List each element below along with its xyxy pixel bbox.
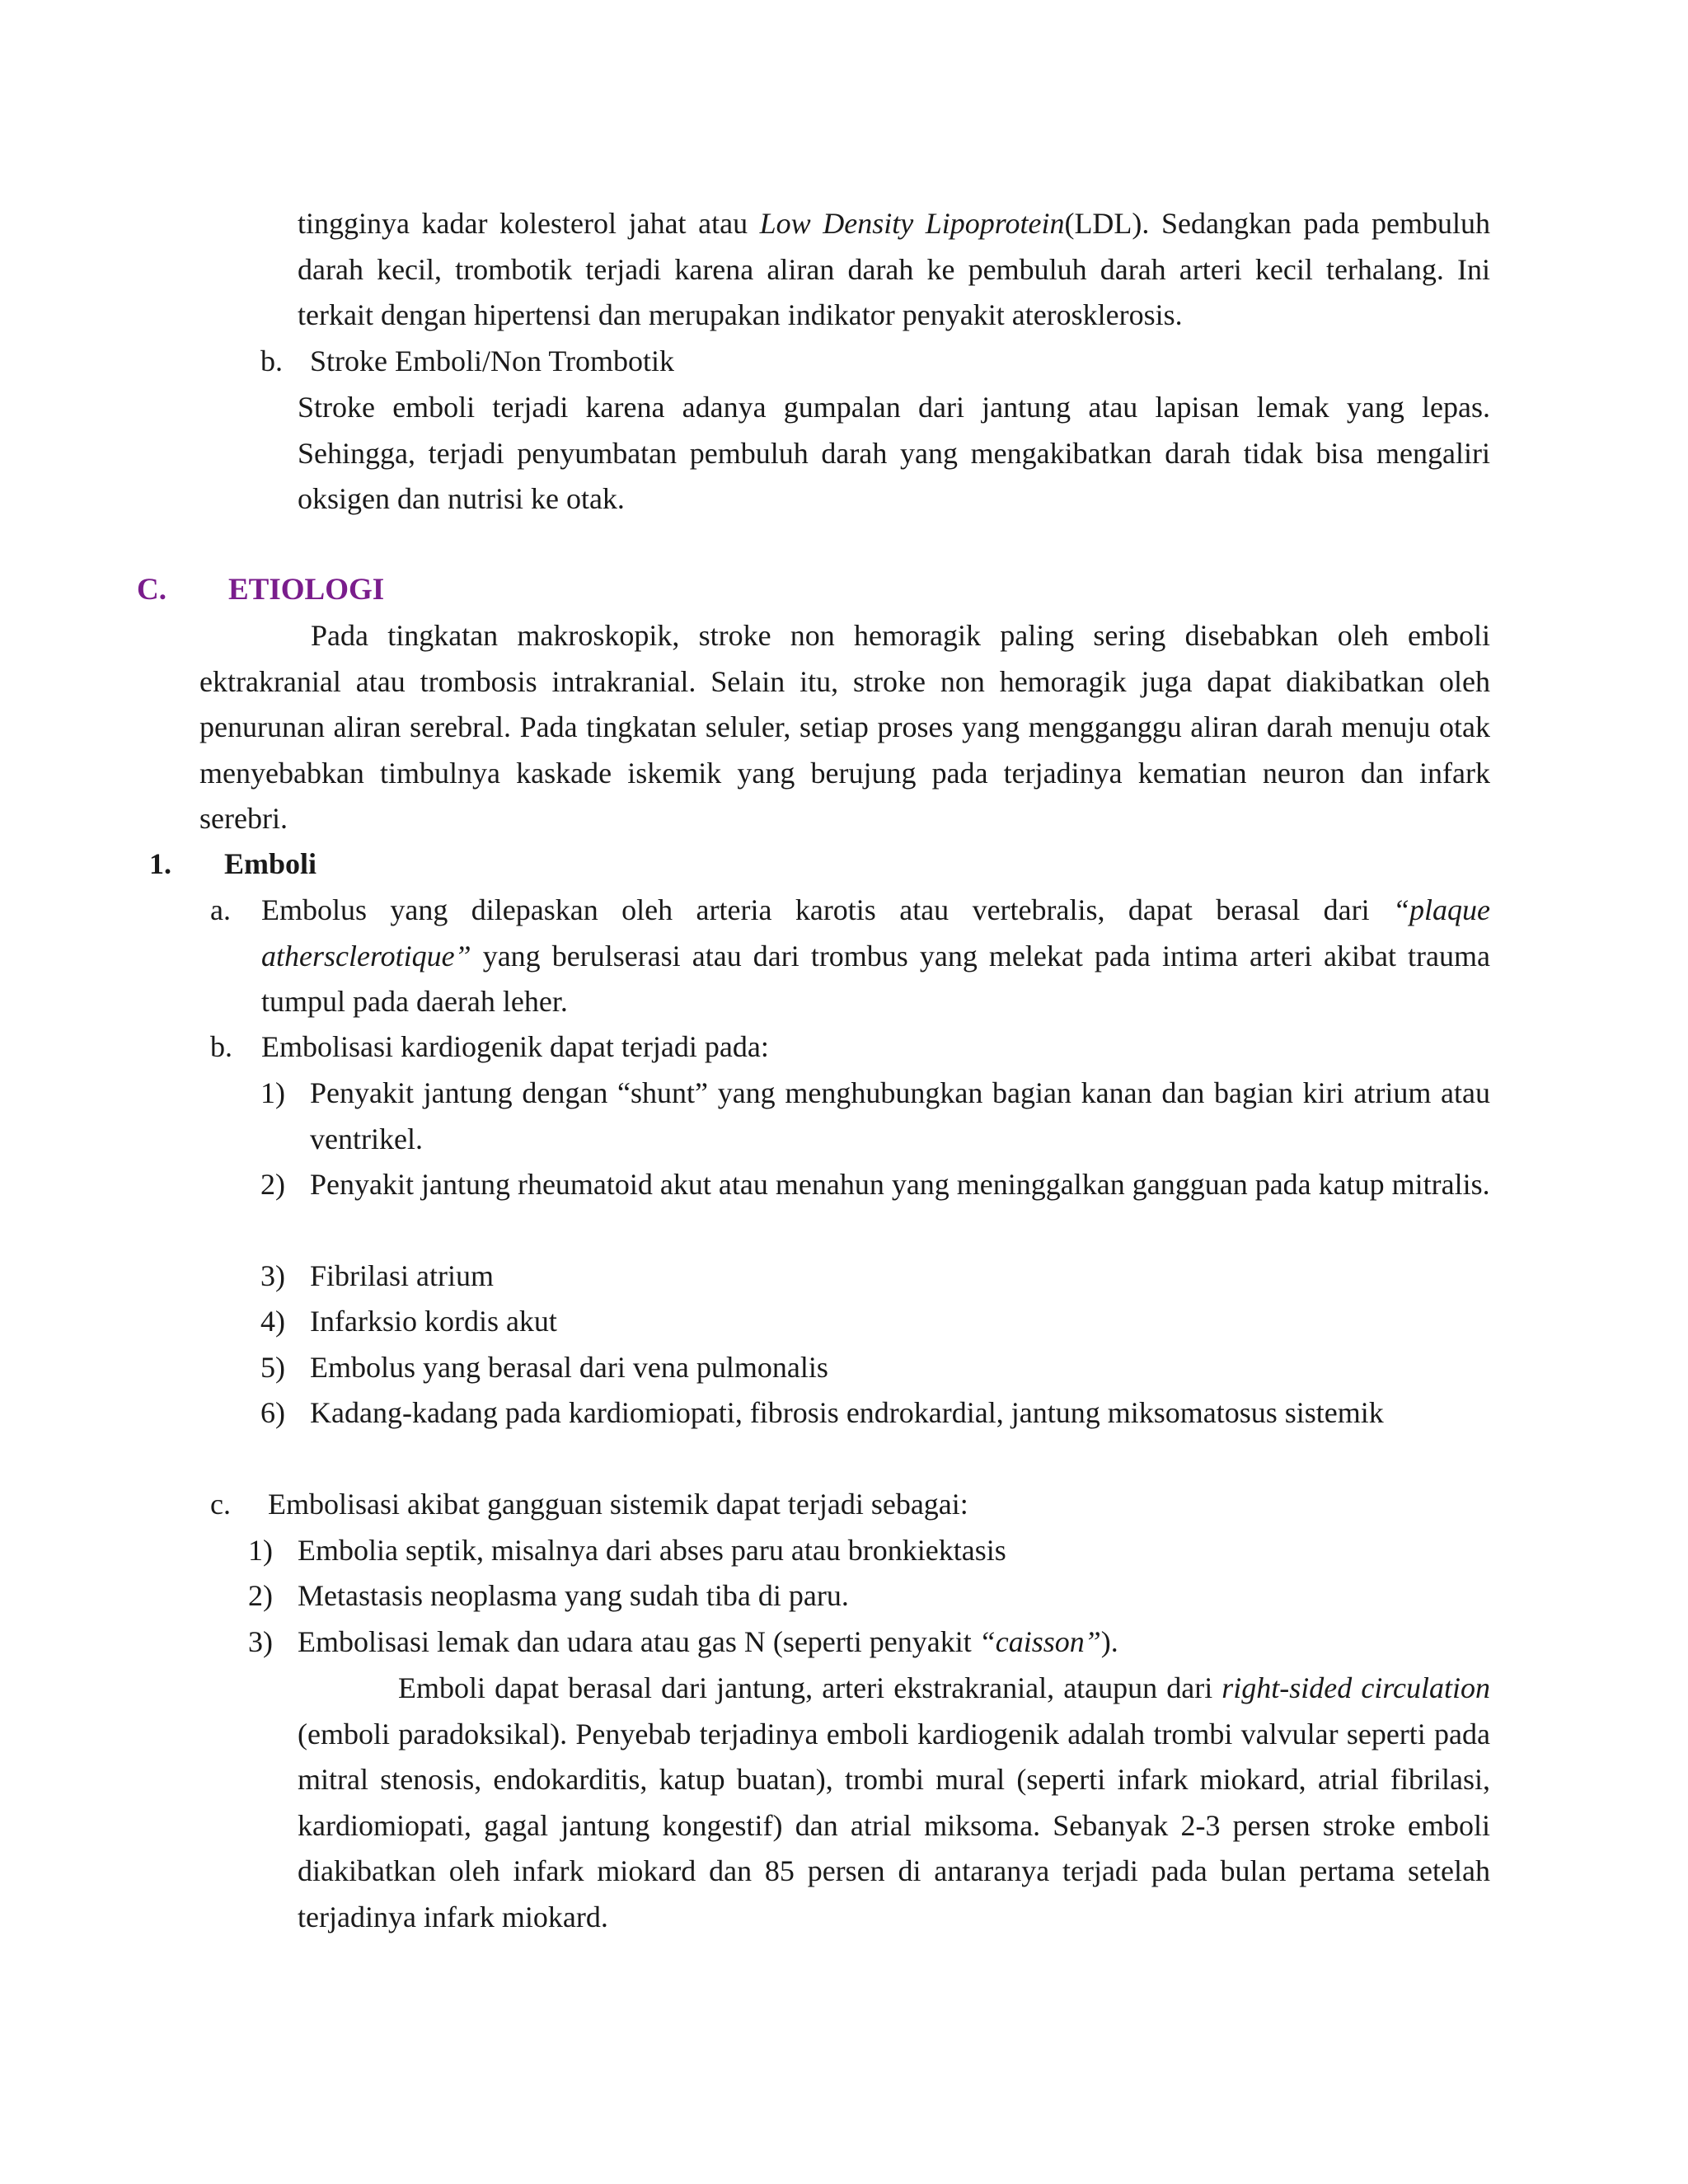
list-item: Penyakit jantung rheumatoid akut atau menahun yang meninggalkan gangguan pada katup mitralis.	[310, 1168, 1490, 1201]
item-b-title: Stroke Emboli/Non Trombotik	[310, 344, 675, 377]
text-span: ).	[1100, 1625, 1118, 1658]
list-item: Penyakit jantung dengan “shunt” yang menghubungkan bagian kanan dan bagian kiri atrium atau ventrikel.	[310, 1076, 1490, 1155]
text-span: (emboli paradoksikal). Penyebab terjadinya emboli kardiogenik adalah trombi valvular seperti pada mitral stenosis, endokarditis, katup buatan), trombi mural (seperti infark miokard, atrial fibrilasi, kardiomiopati, gagal jantung kongestif) dan atrial miksoma. Sebanyak 2-3 persen stroke emboli diakibatkan oleh infark miokard dan 85 persen di antaranya terjadi pada bulan pertama setelah terjadinya infark miokard.	[298, 1717, 1490, 1933]
section-marker: C.	[137, 573, 166, 607]
list-item-marker: 6)	[260, 1396, 285, 1429]
text-span: (LDL). Sedangkan pada pembuluh darah kecil, trombotik terjadi karena aliran darah ke pembuluh darah arteri kecil terhalang. Ini terkait dengan hipertensi dan merupakan indikator penyakit aterosklerosis.	[298, 207, 1490, 331]
list-item-marker: 1)	[248, 1534, 273, 1567]
italic-term: “caisson”	[978, 1625, 1101, 1658]
list-item: Kadang-kadang pada kardiomiopati, fibrosis endrokardial, jantung miksomatosus sistemik	[310, 1396, 1384, 1429]
italic-term: Low Density Lipoprotein	[759, 207, 1065, 240]
subsection-marker: 1.	[149, 847, 171, 880]
list-item-marker: 1)	[260, 1076, 285, 1109]
list-item: Fibrilasi atrium	[310, 1259, 494, 1292]
italic-term: right-sided circulation	[1221, 1671, 1490, 1704]
item-b2-marker: b.	[210, 1030, 232, 1063]
item-b-marker: b.	[260, 344, 283, 377]
item-a-marker: a.	[210, 893, 231, 926]
closing-paragraph	[298, 1666, 1490, 1940]
item-a-text	[261, 888, 1490, 1025]
text-span: Embolisasi lemak dan udara atau gas N (seperti penyakit	[298, 1625, 979, 1658]
paragraph-ldl	[298, 201, 1490, 339]
list-item: Embolia septik, misalnya dari abses paru atau bronkiektasis	[298, 1534, 1006, 1567]
text-span: tingginya kadar kolesterol jahat atau	[298, 207, 760, 240]
subsection-title: Emboli	[224, 847, 317, 880]
list-item-marker: 2)	[248, 1579, 273, 1612]
list-item-marker: 3)	[248, 1625, 273, 1658]
text-span: yang berulserasi atau dari trombus yang melekat pada intima arteri akibat trauma tumpul pada daerah leher.	[261, 939, 1490, 1018]
list-item: Metastasis neoplasma yang sudah tiba di paru.	[298, 1579, 849, 1612]
list-item-marker: 5)	[260, 1351, 285, 1384]
text-span: Emboli dapat berasal dari jantung, arteri ekstrakranial, ataupun dari	[398, 1671, 1222, 1704]
list-item-marker: 2)	[260, 1168, 285, 1201]
item-b-body: Stroke emboli terjadi karena adanya gumpalan dari jantung atau lapisan lemak yang lepas. Sehingga, terjadi penyumbatan pembuluh darah yang mengakibatkan darah tidak bisa mengaliri oksigen dan nutrisi ke otak.	[298, 391, 1490, 515]
item-c-marker: c.	[210, 1488, 231, 1521]
item-c-title: Embolisasi akibat gangguan sistemik dapat terjadi sebagai:	[268, 1488, 968, 1521]
list-item: Infarksio kordis akut	[310, 1305, 557, 1338]
list-item: Embolus yang berasal dari vena pulmonalis	[310, 1351, 828, 1384]
italic-term: “plaque athersclerotique”	[261, 893, 1490, 972]
item-b2-title: Embolisasi kardiogenik dapat terjadi pada:	[261, 1030, 769, 1063]
text-span: Embolus yang dilepaskan oleh arteria karotis atau vertebralis, dapat berasal dari	[261, 893, 1393, 926]
text-span: Pada tingkatan makroskopik, stroke non hemoragik paling sering disebabkan oleh emboli ektrakranial atau trombosis intrakranial. Selain itu, stroke non hemoragik juga dapat diakibatkan oleh penurunan aliran serebral. Pada tingkatan seluler, setiap proses yang mengganggu aliran darah menuju otak menyebabkan timbulnya kaskade iskemik yang berujung pada terjadinya kematian neuron dan infark serebri.	[199, 619, 1490, 835]
etiologi-intro	[199, 613, 1490, 842]
list-item-marker: 4)	[260, 1305, 285, 1338]
list-item	[298, 1619, 1118, 1666]
section-title: ETIOLOGI	[228, 573, 385, 607]
list-item-marker: 3)	[260, 1259, 285, 1292]
